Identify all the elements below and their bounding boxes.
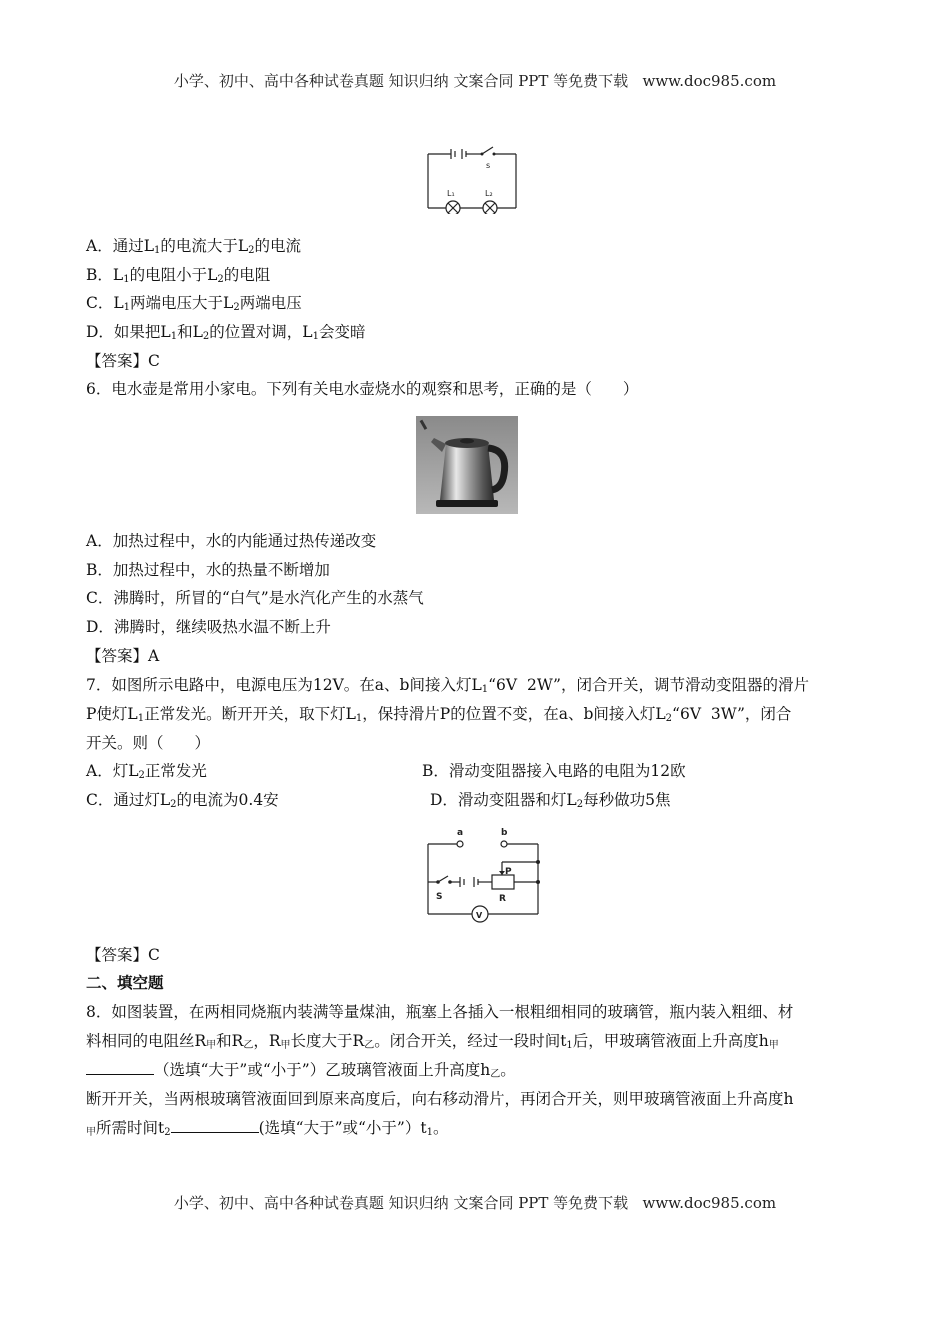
q6-option-d: D．沸腾时，继续吸热水温不断上升	[86, 618, 331, 636]
electric-kettle-image	[416, 416, 518, 514]
label-v: V	[476, 911, 483, 920]
q7-stem-line-3: 开关。则（ ）	[86, 734, 211, 752]
terminal-a	[457, 841, 463, 847]
q5-option-c: C．$L_1$两端电压大于$L_2$两端电压	[86, 294, 302, 313]
q5-option-a: A．通过$L_1$的电流大于$L_2$的电流	[86, 237, 302, 256]
rheostat-circuit-figure	[420, 822, 546, 924]
q7-stem-line-1: 7．如图所示电路中，电源电压为12V。在a、b间接入灯$L_1“6V$ 2W”，闭合开关，调节滑动变阻器的滑片	[86, 676, 809, 695]
kettle-body	[440, 444, 494, 500]
fill-blank-1[interactable]	[86, 1060, 154, 1075]
switch-label: s	[486, 161, 491, 170]
rheostat-r	[492, 875, 514, 889]
q7-stem-line-2: P使灯$L_1$正常发光。断开开关，取下灯$L_1$，保持滑片P的位置不变，在a、b间接入灯$L_2“6V$ 3W”，闭合	[86, 705, 792, 724]
lamp2-label: L₂	[485, 189, 493, 198]
q5-option-b: B．$L_1$的电阻小于$L_2$的电阻	[86, 266, 271, 285]
switch-lever	[482, 147, 493, 154]
q7-option-d: D．滑动变阻器和灯$L_2$每秒做功5焦	[430, 791, 671, 810]
q8-line-2: 料相同的电阻丝$R_甲$和$R_乙$，$R_甲$长度大于$R_乙$。闭合开关，经过一段时间$t_1$后，甲玻璃管液面上升高度$h_甲$	[86, 1032, 779, 1051]
q6-option-c: C．沸腾时，所冒的“白气”是水汽化产生的水蒸气	[86, 589, 424, 607]
q6-option-b: B．加热过程中，水的热量不断增加	[86, 561, 330, 579]
q7-option-a: A．灯$L_2$正常发光	[86, 762, 207, 781]
q6-option-a: A．加热过程中，水的内能通过热传递改变	[86, 532, 377, 550]
q8-line-1: 8．如图装置，在两相同烧瓶内装满等量煤油，瓶塞上各插入一根粗细相同的玻璃管，瓶内装入粗细、材	[86, 1003, 794, 1021]
label-p: P	[505, 867, 512, 877]
section-title: 二、填空题	[86, 973, 164, 992]
kettle-base	[436, 500, 498, 507]
page-header: 小学、初中、高中各种试卷真题 知识归纳 文案合同 PPT 等免费下载 www.doc985.com	[173, 72, 777, 90]
label-s: S	[436, 892, 443, 902]
q6-answer: 【答案】A	[86, 647, 160, 665]
label-a: a	[457, 828, 464, 838]
q6-stem: 6．电水壶是常用小家电。下列有关电水壶烧水的观察和思考，正确的是（ ）	[86, 380, 639, 398]
q8-line-4: 断开开关，当两根玻璃管液面回到原来高度后，向右移动滑片，再闭合开关，则甲玻璃管液面上升高度h	[86, 1090, 794, 1108]
q7-option-b: B．滑动变阻器接入电路的电阻为12欧	[422, 762, 686, 780]
q5-option-d: D．如果把$L_1$和$L_2$的位置对调，$L_1$会变暗	[86, 323, 366, 342]
lamp1-label: L₁	[447, 189, 455, 198]
series-circuit-figure	[418, 138, 522, 214]
page-footer: 小学、初中、高中各种试卷真题 知识归纳 文案合同 PPT 等免费下载 www.doc985.com	[173, 1194, 777, 1212]
q8-line-3: （选填“大于”或“小于”）乙玻璃管液面上升高度$h_乙$。	[86, 1060, 516, 1085]
q7-answer: 【答案】C	[86, 946, 160, 964]
label-r: R	[499, 894, 506, 904]
q8-line-5: $_甲$所需时间$t_2$ (选填“大于”或“小于$”)t_1$。	[86, 1119, 449, 1138]
label-b: b	[501, 828, 508, 838]
q7-option-c: C．通过灯$L_2$的电流为0.4安	[86, 791, 279, 810]
q5-answer: 【答案】C	[86, 352, 160, 370]
terminal-b	[501, 841, 507, 847]
fill-blank-2[interactable]	[171, 1118, 259, 1133]
